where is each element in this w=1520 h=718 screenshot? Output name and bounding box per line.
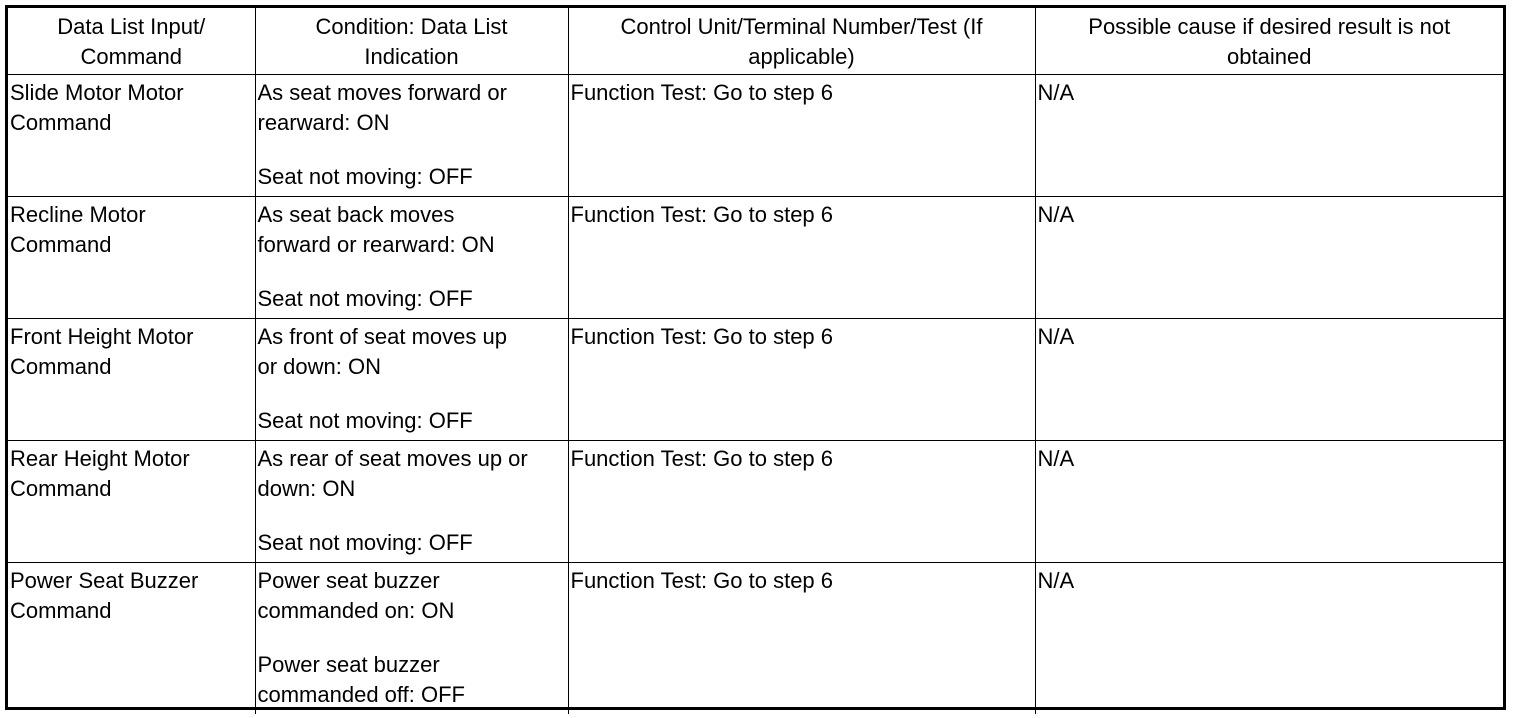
header-possible-cause: Possible cause if desired result is not obtained [1035,8,1503,75]
data-list-table [8,8,1503,714]
table-row [8,319,1503,441]
cell-condition: As front of seat moves up or down: ON Seat not moving: OFF [255,319,568,441]
cell-condition: Power seat buzzer commanded on: ON Power seat buzzer commanded off: OFF [255,563,568,714]
table-row [8,197,1503,319]
cell-possible-cause: N/A [1035,441,1503,563]
table-row [8,563,1503,714]
cell-test: Function Test: Go to step 6 [568,197,1035,319]
header-condition: Condition: Data List Indication [255,8,568,75]
cell-possible-cause: N/A [1035,197,1503,319]
cell-data-list-input: Slide Motor Motor Command [8,75,255,197]
cell-test: Function Test: Go to step 6 [568,441,1035,563]
cell-test: Function Test: Go to step 6 [568,563,1035,714]
cell-possible-cause: N/A [1035,563,1503,714]
cell-condition: As rear of seat moves up or down: ON Seat not moving: OFF [255,441,568,563]
cell-data-list-input: Front Height Motor Command [8,319,255,441]
header-control-unit-test: Control Unit/Terminal Number/Test (If applicable) [568,8,1035,75]
cell-test: Function Test: Go to step 6 [568,319,1035,441]
cell-condition: As seat back moves forward or rearward: ON Seat not moving: OFF [255,197,568,319]
header-row [8,8,1503,75]
cell-possible-cause: N/A [1035,319,1503,441]
cell-data-list-input: Recline Motor Command [8,197,255,319]
table-row [8,75,1503,197]
cell-data-list-input: Rear Height Motor Command [8,441,255,563]
cell-data-list-input: Power Seat Buzzer Command [8,563,255,714]
header-data-list-input: Data List Input/ Command [8,8,255,75]
cell-condition: As seat moves forward or rearward: ON Seat not moving: OFF [255,75,568,197]
cell-test: Function Test: Go to step 6 [568,75,1035,197]
diagnostic-table-container [5,5,1506,710]
cell-possible-cause: N/A [1035,75,1503,197]
table-row [8,441,1503,563]
